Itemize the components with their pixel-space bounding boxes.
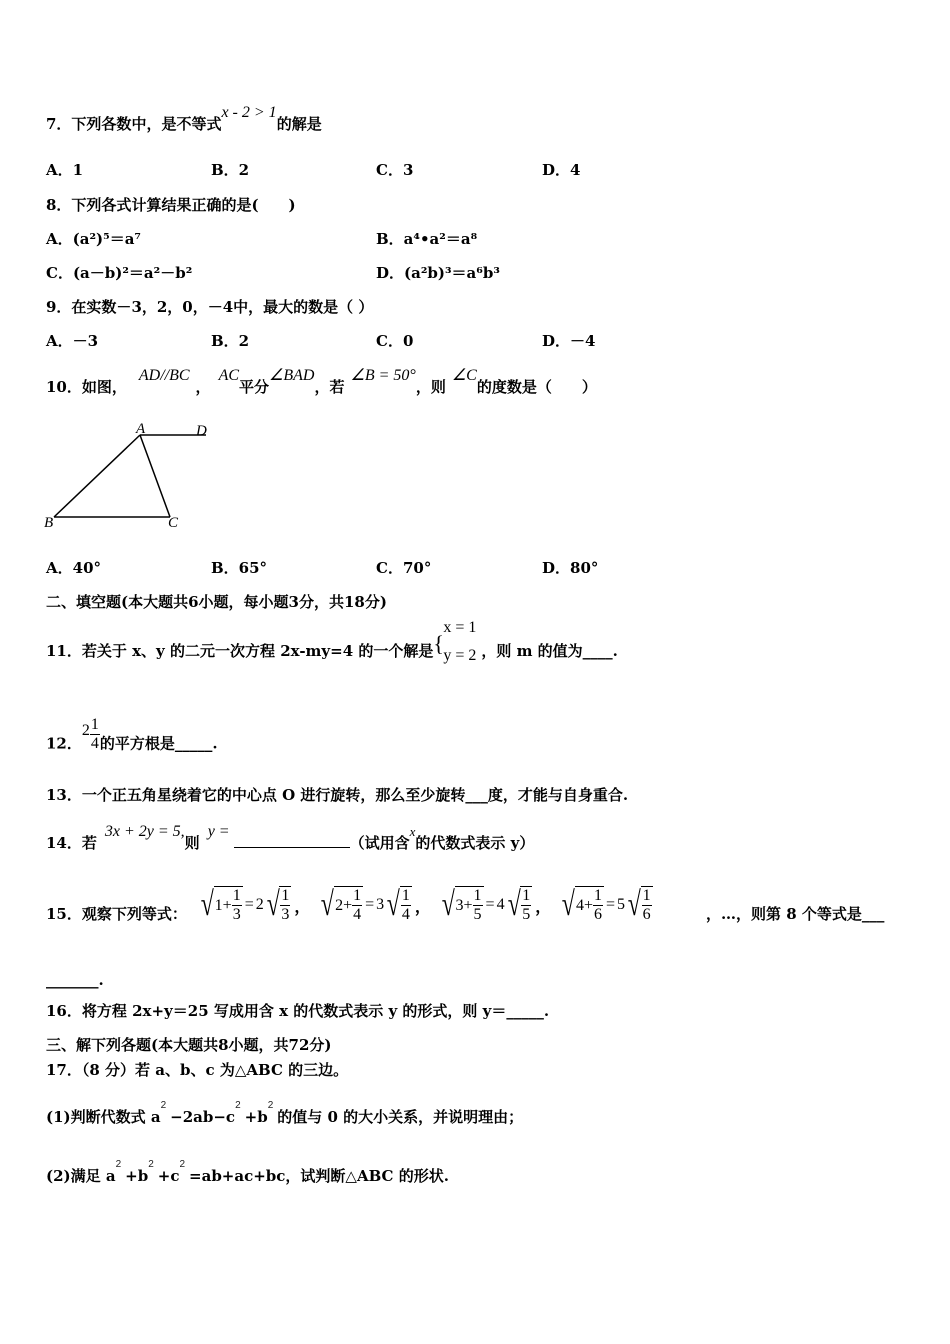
radical-sign: √ (441, 886, 455, 923)
q11-brace: { (433, 631, 444, 656)
q14-lhs: y = (207, 823, 230, 840)
q10-num: 10．如图， (46, 378, 127, 396)
q17-p1-sup2: 2 (235, 1100, 241, 1111)
q15-int: 3 (455, 896, 464, 914)
q11-text: 11．若关于 x、y 的二元一次方程 2x-my=4 的一个解是 (46, 642, 434, 660)
q10-option-b: B．65° (211, 559, 268, 577)
q15-stem (46, 904, 187, 924)
q10-p3: ，则 (415, 378, 446, 396)
q15-coef: 2 (255, 896, 264, 913)
q10-angle-c: ∠C (451, 367, 477, 384)
plus-sign: + (222, 896, 232, 914)
q10-p1: 平分 (239, 378, 270, 396)
q17-p2-d: =ab+ac+bc，试判断△ABC 的形状. (189, 1167, 449, 1185)
q14-x: x (409, 824, 416, 839)
q15-fraction (642, 887, 652, 924)
denominator: 4 (401, 906, 410, 923)
q12-num: 12． (46, 734, 82, 753)
q15-fraction (280, 887, 290, 924)
q14-answer-blank[interactable] (234, 833, 350, 848)
q17-p1-c: +b (244, 1108, 268, 1126)
denominator: 6 (642, 906, 651, 923)
q12-denominator: 4 (90, 735, 99, 752)
radical-sign: √ (507, 886, 521, 923)
numerator: 1 (642, 887, 651, 904)
q10-angle-bad: ∠BAD (269, 367, 315, 384)
q15-rhs-radical (264, 886, 292, 924)
q8-option-d: D．(a²b)³＝a⁶b³ (376, 264, 500, 282)
denominator: 3 (281, 906, 290, 923)
q15-int: 4 (575, 896, 584, 914)
q15-equations (198, 878, 661, 932)
q14-num: 14．若 (46, 834, 97, 852)
q15-lhs-radical (559, 886, 604, 924)
q14-tail2: 的代数式表示 y） (415, 834, 535, 852)
q11-stem (46, 619, 618, 664)
q14-then: 则 (184, 834, 200, 852)
q15-int: 1 (214, 896, 223, 914)
q9-option-b: B．2 (211, 332, 250, 350)
q17-p1-sup1: 2 (160, 1100, 167, 1111)
q10-option-a: A．40° (46, 559, 102, 577)
denominator: 3 (232, 906, 241, 923)
q17-part2 (46, 1159, 449, 1189)
q7-stem-text: 7．下列各数中，是不等式 (46, 115, 222, 133)
plus-sign: + (463, 896, 473, 914)
q15-equation-1 (198, 886, 310, 924)
q10-parallel: AD//BC (138, 367, 190, 384)
q15-rhs-radical (384, 886, 412, 924)
q15-tail: ，…，则第 8 个等式是___ (706, 905, 885, 923)
q16-stem: 16．将方程 2x+y＝25 写成用含 x 的代数式表示 y 的形式，则 y＝_____. (46, 1002, 550, 1020)
q15-fraction (473, 887, 483, 924)
q9-stem: 9．在实数－3，2，0，－4中，最大的数是（ ） (46, 298, 374, 316)
q15-lhs-radical (318, 886, 363, 924)
radicand (575, 886, 604, 924)
q10-angle-b: ∠B = 50° (350, 367, 416, 384)
label-b: B (44, 515, 54, 531)
segment-ab (54, 435, 140, 517)
q10-comma: ， (195, 378, 211, 396)
plus-sign: + (583, 896, 593, 914)
separator-comma: ， (535, 896, 552, 916)
q15-lhs-radical (198, 886, 243, 924)
q17-p2-sup1: 2 (115, 1159, 122, 1170)
q7-tail: 的解是 (276, 115, 322, 133)
q17-p1-b: −2ab−c (170, 1108, 236, 1126)
q15-fraction (232, 887, 242, 924)
q11-system (433, 619, 481, 664)
q15-num: 15．观察下列等式： (46, 905, 187, 923)
equals-sign: = (485, 896, 495, 913)
q15-fraction (593, 887, 603, 924)
section-3-heading: 三、解下列各题(本大题共8小题，共72分) (46, 1036, 332, 1054)
label-c: C (168, 515, 179, 531)
q14-stem (46, 823, 535, 854)
q17-p2-b: +b (125, 1167, 149, 1185)
radical-sign: √ (321, 886, 335, 923)
q17-p2-c: +c (157, 1167, 180, 1185)
q12-whole: 2 (81, 721, 90, 739)
numerator: 1 (281, 887, 290, 904)
separator-comma: ， (414, 896, 431, 916)
q17-p1-a: (1)判断代数式 a (46, 1108, 161, 1126)
q17-p2-sup2: 2 (148, 1159, 154, 1170)
q7-option-c: C．3 (376, 161, 414, 179)
numerator: 1 (593, 887, 602, 904)
segment-ac (140, 435, 170, 517)
q7-inequality: x - 2 > 1 (221, 104, 277, 121)
q15-equation-3 (439, 886, 551, 924)
radicand (641, 886, 653, 924)
numerator: 1 (522, 887, 531, 904)
q12-fraction (90, 716, 100, 753)
q7-option-a: A．1 (46, 161, 84, 179)
q15-continuation: _______. (46, 971, 104, 989)
q7-option-d: D．4 (542, 161, 581, 179)
label-d: D (196, 423, 207, 439)
q15-fraction (352, 887, 362, 924)
radicand (400, 886, 412, 924)
q8-option-b: B．a⁴•a²＝a⁸ (376, 230, 478, 248)
q9-option-a: A．－3 (46, 332, 99, 350)
radicand (279, 886, 291, 924)
numerator: 1 (353, 887, 362, 904)
q10-ac: AC (218, 367, 240, 384)
section-2-heading: 二、填空题(本大题共6小题，每小题3分，共18分) (46, 593, 387, 611)
denominator: 4 (353, 906, 362, 923)
q9-option-d: D．－4 (542, 332, 596, 350)
equals-sign: = (365, 896, 375, 913)
equals-sign: = (244, 896, 254, 913)
q15-equation-2 (318, 886, 430, 924)
radical-sign: √ (562, 886, 576, 923)
q9-option-c: C．0 (376, 332, 414, 350)
radical-sign: √ (200, 886, 214, 923)
denominator: 5 (473, 906, 482, 923)
q10-option-c: C．70° (376, 559, 432, 577)
separator-comma: ， (294, 896, 311, 916)
q8-stem: 8．下列各式计算结果正确的是( ) (46, 196, 296, 214)
q7-stem (46, 104, 322, 135)
q15-coef: 5 (617, 896, 625, 913)
equals-sign: = (605, 896, 615, 913)
q11-tail: ，则 m 的值为____. (481, 642, 618, 660)
q17-p2-a: (2)满足 a (46, 1167, 116, 1185)
q10-stem (46, 367, 597, 398)
q12-numerator: 1 (90, 716, 99, 733)
radicand (334, 886, 363, 924)
q17-p1-sup3: 2 (267, 1100, 274, 1111)
q10-p4: 的度数是（ ） (476, 378, 597, 396)
q15-rhs-radical (625, 886, 653, 924)
q10-option-d: D．80° (542, 559, 599, 577)
q11-eq-y: y = 2 (443, 647, 477, 664)
q15-lhs-radical (439, 886, 484, 924)
q17-stem: 17．（8 分）若 a、b、c 为△ABC 的三边。 (46, 1061, 349, 1079)
q17-part1 (46, 1100, 524, 1130)
q14-tail: （试用含 (349, 834, 410, 852)
q15-coef: 4 (496, 896, 505, 913)
denominator: 6 (593, 906, 602, 923)
radicand (214, 886, 243, 924)
q15-coef: 3 (376, 896, 385, 913)
q10-triangle-figure (40, 415, 220, 535)
q15-fraction (401, 887, 411, 924)
radical-sign: √ (266, 886, 280, 923)
q7-option-b: B．2 (211, 161, 250, 179)
q15-fraction (521, 887, 531, 924)
q17-p1-d: 的值与 0 的大小关系，并说明理由； (277, 1108, 524, 1126)
q13-stem: 13．一个正五角星绕着它的中心点 O 进行旋转，那么至少旋转___度，才能与自身重合. (46, 786, 629, 804)
q14-equation: 3x + 2y = 5, (104, 823, 185, 840)
radical-sign: √ (386, 886, 401, 923)
q15-rhs-radical (505, 886, 533, 924)
denominator: 5 (522, 906, 531, 923)
numerator: 1 (473, 887, 482, 904)
q8-option-a: A．(a²)⁵＝a⁷ (46, 230, 141, 248)
q17-p2-sup3: 2 (179, 1159, 186, 1170)
q11-eq-x: x = 1 (443, 619, 477, 636)
q15-equation-4 (559, 886, 652, 924)
q12-tail: 的平方根是_____. (99, 734, 218, 753)
q8-option-c: C．(a－b)²＝a²－b² (46, 264, 193, 282)
q12-stem (46, 716, 218, 763)
radicand (455, 886, 484, 924)
q15-int: 2 (335, 896, 344, 914)
q10-p2: ，若 (314, 378, 345, 396)
radical-sign: √ (627, 886, 641, 923)
numerator: 1 (232, 887, 241, 904)
plus-sign: + (343, 896, 353, 914)
numerator: 1 (401, 887, 410, 904)
label-a: A (136, 421, 146, 437)
radicand (520, 886, 532, 924)
